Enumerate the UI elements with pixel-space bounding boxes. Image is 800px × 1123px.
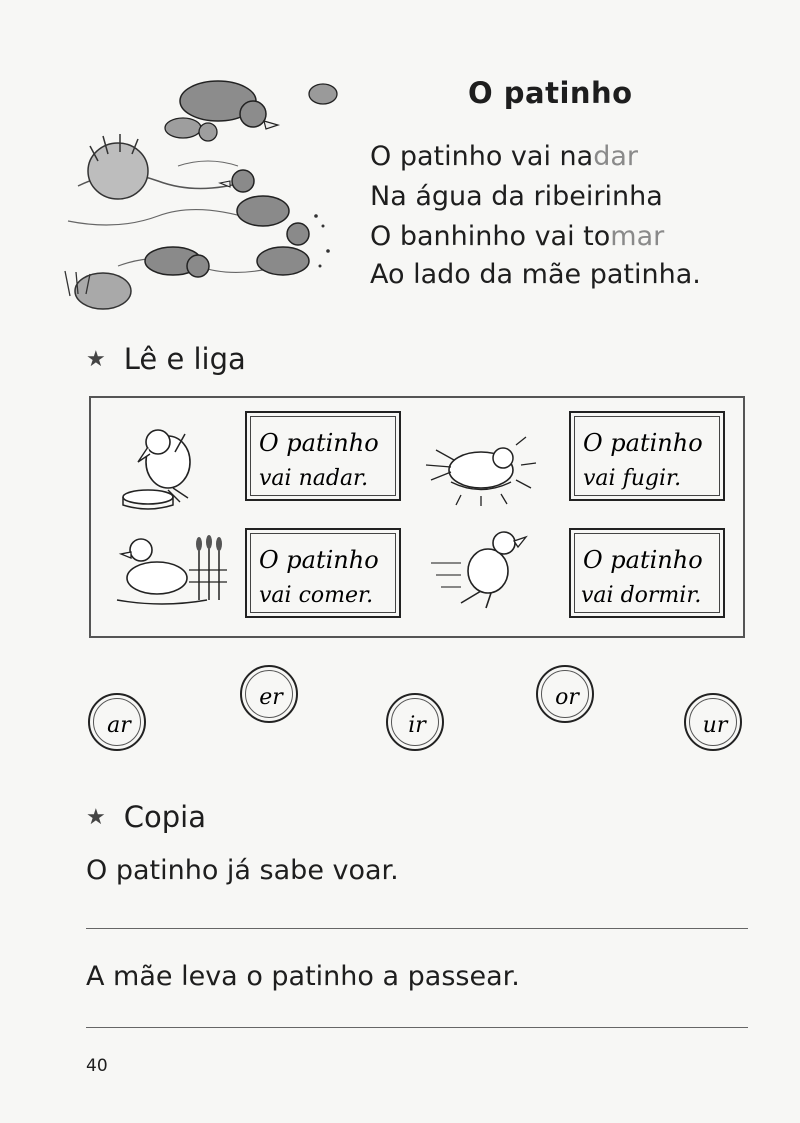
svg-text:or: or	[555, 685, 579, 710]
syllable-circle[interactable]	[536, 665, 594, 723]
copy-sentence: O patinho já sabe voar.	[86, 855, 399, 886]
sentence-card[interactable]	[569, 411, 725, 501]
matching-panel	[89, 396, 745, 638]
section-heading-read-and-link: ★ Lê e liga	[86, 342, 246, 376]
sentence-card-line: vai dormir.	[581, 583, 702, 608]
svg-text:ar: ar	[107, 713, 131, 738]
poem-line: Ao lado da mãe patinha.	[370, 259, 701, 290]
syllable-circle[interactable]	[684, 693, 742, 751]
duck-drinking-icon[interactable]	[113, 412, 213, 512]
svg-text:er: er	[259, 685, 283, 710]
poem-line: O banhinho vai tomar	[370, 221, 665, 252]
sentence-card-line: O patinho	[583, 546, 703, 574]
section-heading-copy: ★ Copia	[86, 800, 206, 834]
sentence-card-line: vai fugir.	[583, 466, 682, 491]
syllable-circle[interactable]	[386, 693, 444, 751]
star-icon: ★	[86, 347, 106, 372]
svg-text:ir: ir	[408, 713, 426, 738]
syllable-circle[interactable]	[240, 665, 298, 723]
sentence-card-line: vai comer.	[259, 583, 374, 608]
sentence-card-line: O patinho	[259, 429, 379, 457]
poem-line: O patinho vai nadar	[370, 141, 638, 172]
svg-text:ur: ur	[702, 713, 728, 738]
writing-line[interactable]	[86, 1027, 748, 1028]
ducks-pond-illustration	[58, 66, 348, 316]
sentence-card[interactable]	[245, 528, 401, 618]
poem-line: Na água da ribeirinha	[370, 181, 663, 212]
star-icon: ★	[86, 805, 106, 830]
sentence-card[interactable]	[569, 528, 725, 618]
duck-on-water-icon[interactable]	[109, 530, 229, 610]
duck-sleeping-nest-icon[interactable]	[421, 420, 541, 510]
sentence-card-line: O patinho	[583, 429, 703, 457]
sentence-card-line: O patinho	[259, 546, 379, 574]
copy-sentence: A mãe leva o patinho a passear.	[86, 961, 520, 992]
sentence-card-line: vai nadar.	[259, 466, 369, 491]
sentence-card[interactable]	[245, 411, 401, 501]
poem-title: O patinho	[468, 76, 633, 110]
duck-running-icon[interactable]	[426, 523, 536, 613]
page-number: 40	[86, 1056, 108, 1076]
syllable-circle[interactable]	[88, 693, 146, 751]
writing-line[interactable]	[86, 928, 748, 929]
